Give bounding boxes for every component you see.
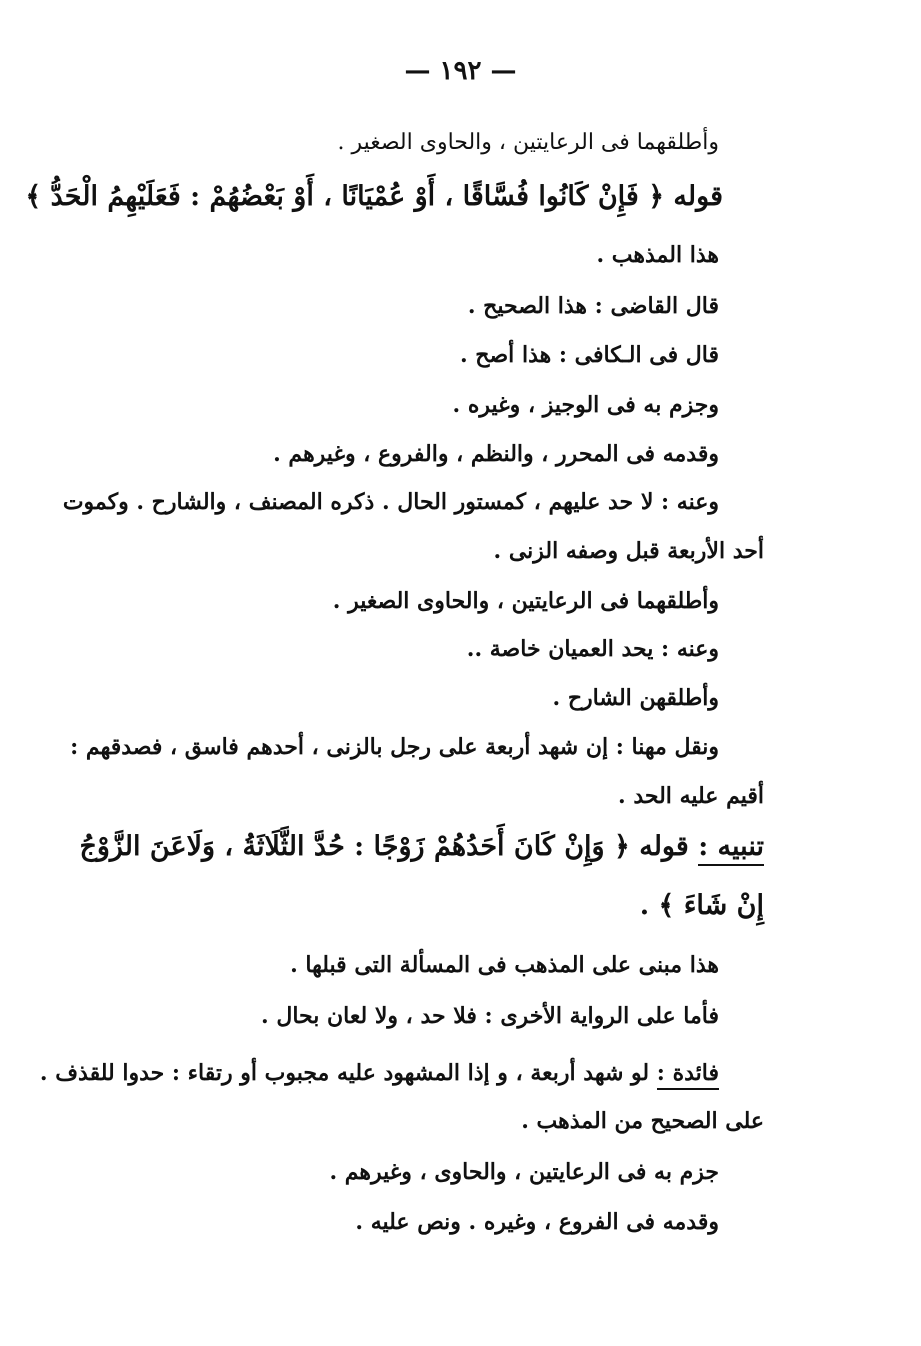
text-line: وأطلقهما فى الرعايتين ، والحاوى الصغير . [337,130,719,155]
faida-line [40,1058,719,1088]
text-line: أحد الأربعة قبل وصفه الزنى . [493,538,764,564]
text-line: أقيم عليه الحد . [618,783,764,809]
page-number: — ١٩٢ — [404,56,517,86]
text-line: هذا مبنى على المذهب فى المسألة التى قبلها . [290,952,719,978]
text-line: وأطلقهما فى الرعايتين ، والحاوى الصغير . [332,588,719,614]
verse-line: إِنْ شَاءَ ﴾ . [639,890,764,921]
verse-text: قوله ﴿ وَإِنْ كَانَ أَحَدُهُمْ زَوْجًا : حُدَّ الثَّلَاثَةُ ، وَلَاعَنَ الزَّوْجُ [79,831,689,862]
text-line: على الصحيح من المذهب . [521,1108,764,1134]
faida-text: لو شهد أربعة ، و إذا المشهود عليه مجبوب أو رتقاء : حدوا للقذف . [39,1060,650,1086]
verse-line: قوله ﴿ فَإِنْ كَانُوا فُسَّاقًا ، أَوْ عُمْيَانًا ، أَوْ بَعْضُهُمْ : فَعَلَيْهِمُ الْحَدُّ ﴾ [25,181,723,212]
text-line: وأطلقهن الشارح . [552,685,719,711]
text-line: جزم به فى الرعايتين ، والحاوى ، وغيرهم . [329,1159,719,1185]
faida-label: فائدة : [657,1060,719,1090]
text-line: فأما على الرواية الأخرى : فلا حد ، ولا لعان بحال . [261,1003,719,1029]
tanbih-label: تنبيه : [698,831,764,866]
text-line: وعنه : يحد العميان خاصة .. [466,636,719,662]
text-line: وقدمه فى المحرر ، والنظم ، والفروع ، وغيرهم . [273,441,719,467]
tanbih-line [79,828,764,866]
text-line: وقدمه فى الفروع ، وغيره . ونص عليه . [355,1209,719,1235]
text-line: هذا المذهب . [596,242,719,268]
text-line: ونقل مهنا : إن شهد أربعة على رجل بالزنى ، أحدهم فاسق ، فصدقهم : [70,734,719,760]
text-line: قال القاضى : هذا الصحيح . [467,293,719,319]
text-line: وجزم به فى الوجيز ، وغيره . [452,392,719,418]
text-line: وعنه : لا حد عليهم ، كمستور الحال . ذكره المصنف ، والشارح . وكموت [62,489,719,515]
text-line: قال فى الـكافى : هذا أصح . [459,342,719,368]
